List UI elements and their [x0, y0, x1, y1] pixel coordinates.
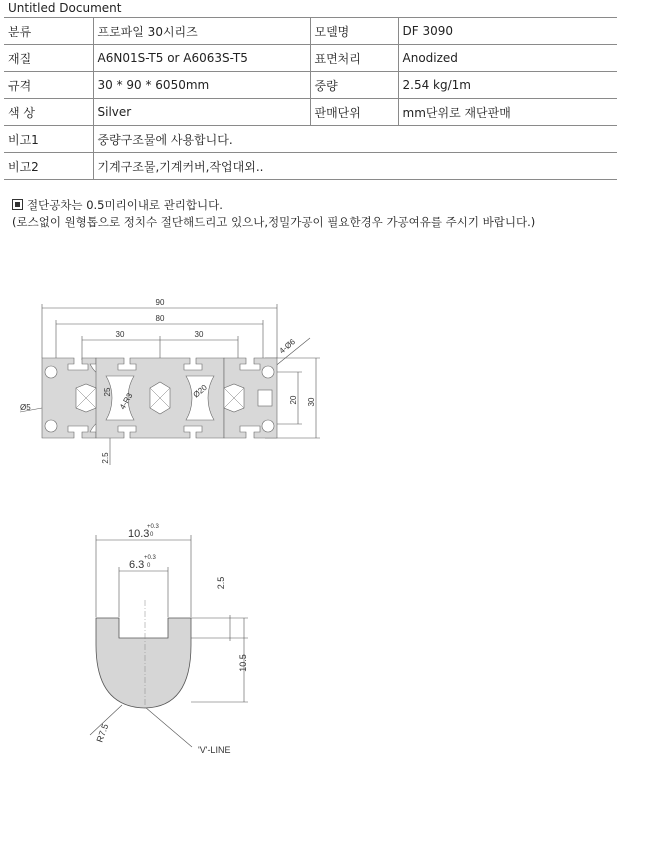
spec-value: 중량구조물에 사용합니다.	[93, 126, 617, 153]
table-row	[4, 72, 617, 99]
spec-label: 규격	[4, 72, 93, 99]
spec-value: 30 * 90 * 6050mm	[93, 72, 310, 99]
spec-label: 비고2	[4, 153, 93, 180]
spec-label: 재질	[4, 45, 93, 72]
spec-value: 프로파일 30시리즈	[93, 18, 310, 45]
dim-slot-depth: 25	[103, 387, 112, 397]
spec-label: 모델명	[310, 18, 398, 45]
table-row	[4, 45, 617, 72]
dim-height-outer: 30	[307, 397, 316, 407]
spec-value: Anodized	[398, 45, 617, 72]
dim-inner: 80	[155, 314, 165, 323]
spec-value: A6N01S-T5 or A6063S-T5	[93, 45, 310, 72]
spec-value: 2.54 kg/1m	[398, 72, 617, 99]
spec-value: 기계구조물,기계커버,작업대외..	[93, 153, 617, 180]
table-row	[4, 99, 617, 126]
spec-value: Silver	[93, 99, 310, 126]
spec-value: DF 3090	[398, 18, 617, 45]
spec-value: mm단위로 재단판매	[398, 99, 617, 126]
dim-center: Ø20	[191, 382, 209, 400]
slot-radius: R7.5	[94, 722, 111, 744]
profile-drawing	[10, 290, 330, 470]
spec-label: 표면처리	[310, 45, 398, 72]
spec-label: 분류	[4, 18, 93, 45]
dim-pitch-left: 30	[115, 330, 125, 339]
dim-pitch-right: 30	[194, 330, 204, 339]
dim-height-inner: 20	[289, 395, 298, 405]
slot-width-inner: 6.3	[129, 559, 145, 571]
slot-depth-main: 10.5	[238, 654, 248, 672]
slot-vline: 'V'-LINE	[198, 745, 231, 755]
note-line	[12, 197, 535, 214]
slot-drawing	[80, 515, 280, 765]
document-title: Untitled Document	[8, 1, 122, 15]
spec-label: 중량	[310, 72, 398, 99]
slot-width-outer: 10.3	[128, 528, 150, 540]
slot-width-outer-tol: +0.3	[147, 524, 159, 530]
spec-label: 색 상	[4, 99, 93, 126]
table-row	[4, 18, 617, 45]
note-text: 절단공차는 0.5미리이내로 관리합니다.	[27, 198, 223, 212]
dim-hole-right: 4-Ø6	[277, 337, 297, 356]
slot-width-outer-tol2: 0	[150, 532, 154, 538]
dim-radius: 4-R3	[117, 391, 135, 411]
dim-overall: 90	[155, 298, 165, 307]
dim-hole-left: Ø5	[20, 403, 31, 412]
slot-depth-top: 2.5	[216, 576, 226, 590]
spec-table	[4, 17, 617, 180]
notes	[12, 197, 535, 231]
spec-label: 비고1	[4, 126, 93, 153]
note-line: (로스없이 원형톱으로 정치수 절단해드리고 있으나,정밀가공이 필요한경우 가공여유를 주시기 바랍니다.)	[12, 215, 536, 229]
table-row	[4, 153, 617, 180]
dim-wall: 2.5	[101, 452, 110, 464]
slot-width-inner-tol2: 0	[147, 563, 151, 569]
square-bullet-icon	[12, 199, 23, 210]
slot-width-inner-tol: +0.3	[144, 555, 156, 561]
spec-label: 판매단위	[310, 99, 398, 126]
table-row	[4, 126, 617, 153]
